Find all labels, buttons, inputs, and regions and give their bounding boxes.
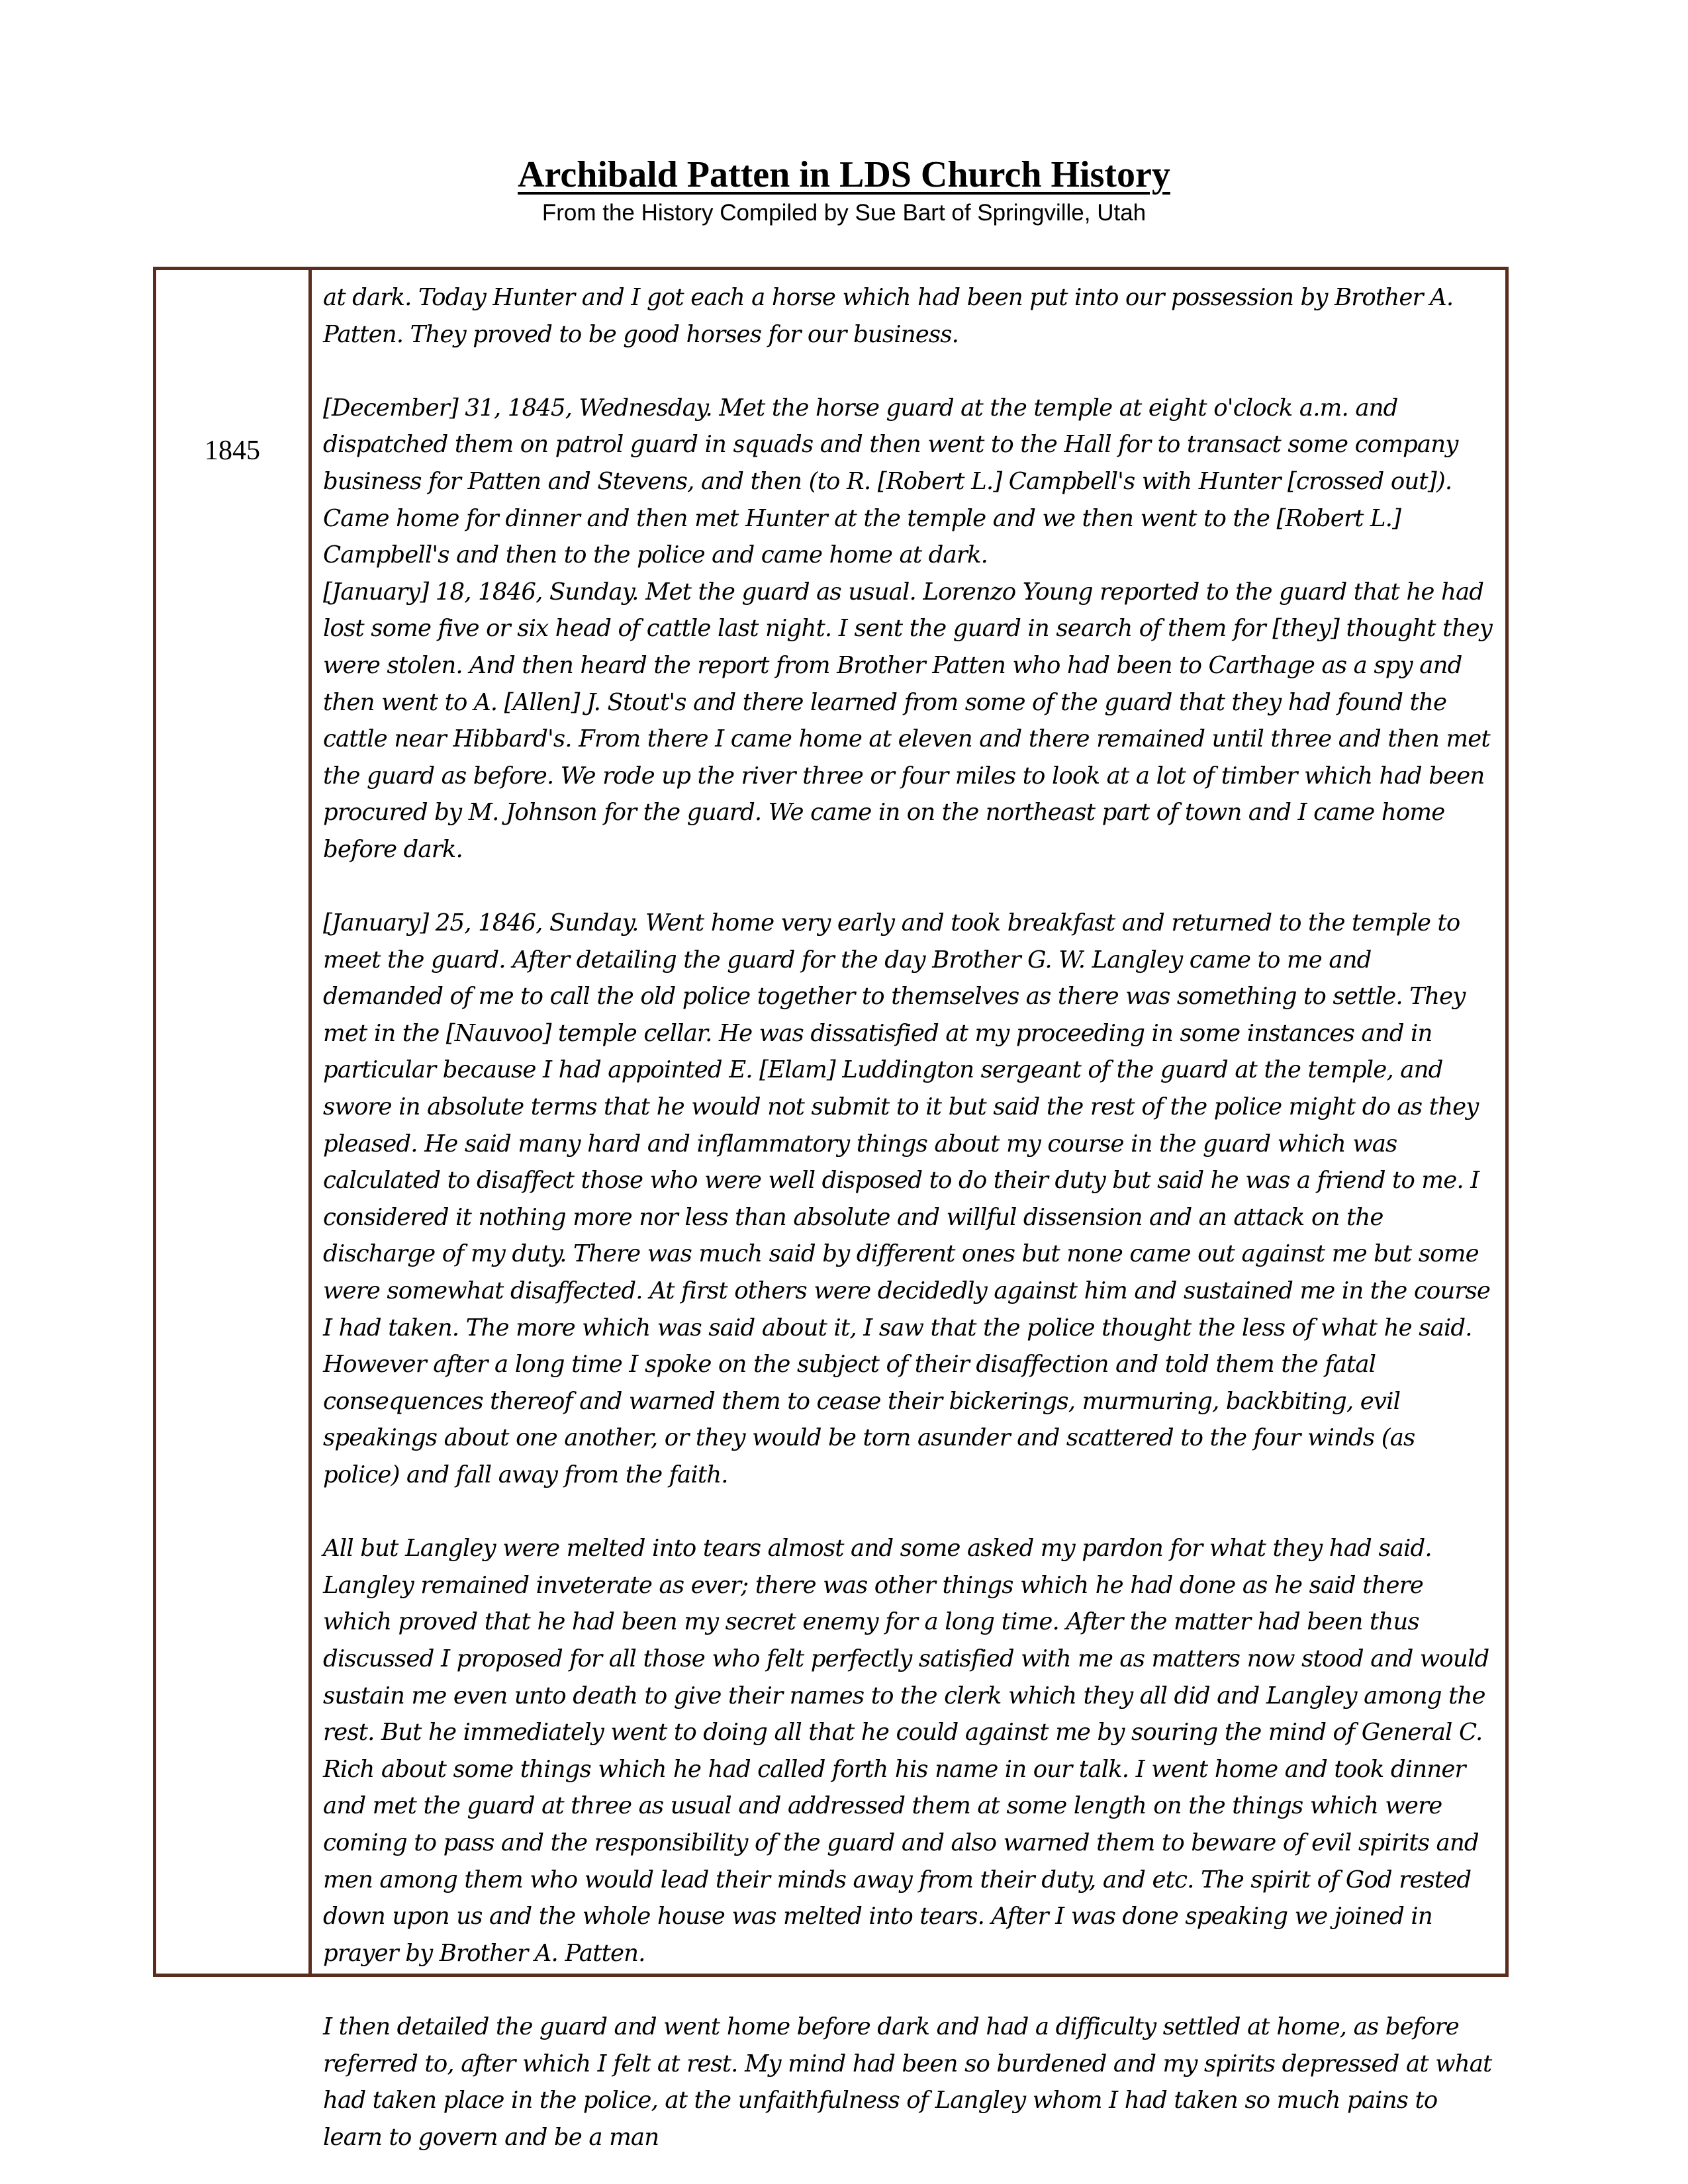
journal-paragraph: [January] 25, 1846, Sunday. Went home very early and took breakfast and returned to the temple to meet the guard. After detailing the guard for the day Brother G. W. Langley came to me and demanded of me to call the old police together to themselves as there was something to settle. They met in the [Nauvoo] temple cellar. He was dissatisfied at my proceeding in some instances and in particular because I had appointed E. [Elam] Luddington sergeant of the guard at the temple, and swore in absolute terms that he would not submit to it but said the rest of the police might do as they pleased. He said many hard and inflammatory things about my course in the guard which was calculated to disaffect those who were well disposed to do their duty but said he was a friend to me. I considered it nothing more nor less than absolute and willful dissension and an attack on the discharge of my duty. There was much said by different ones but none came out against me but some were somewhat disaffected. At first others were decidedly against him and sustained me in the course I had taken. The more which was said about it, I saw that the police thought the less of what he said. However after a long time I spoke on the subject of their disaffection and told them the fatal consequences thereof and warned them to cease their bickerings, murmuring, backbiting, evil speakings about one another, or they would be torn asunder and scattered to the four winds (as police) and fall away from the faith. — [323, 909, 1491, 1488]
journal-paragraph: I then detailed the guard and went home before dark and had a difficulty settled at home, as before referred to, after which I felt at rest. My mind had been so burdened and my spirits depressed at what had taken place in the police, at the unfaithfulness of Langley whom I had taken so much pains to learn to govern and be a man — [323, 2013, 1492, 2151]
history-table — [153, 267, 1509, 2151]
year-column — [156, 270, 312, 1974]
page-header — [0, 154, 1688, 228]
page-title: Archibald Patten in LDS Church History — [518, 154, 1170, 195]
journal-text-column — [315, 270, 1505, 2151]
journal-paragraph: [January] 18, 1846, Sunday. Met the guard as usual. Lorenzo Young reported to the guard that he had lost some five or six head of cattle last night. I sent the guard in search of them for [they] thought they were stolen. And then heard the report from Brother Patten who had been to Carthage as a spy and then went to A. [Allen] J. Stout's and there learned from some of the guard that they had found the cattle near Hibbard's. From there I came home at eleven and there remained until three and then met the guard as before. We rode up the river three or four miles to look at a lot of timber which had been procured by M. Johnson for the guard. We came in on the northeast part of town and I came home before dark. — [323, 578, 1492, 863]
page-subtitle: From the History Compiled by Sue Bart of Springville, Utah — [541, 200, 1147, 226]
journal-paragraph: at dark. Today Hunter and I got each a horse which had been put into our possession by Brother A. Patten. They proved to be good horses for our business. — [323, 284, 1454, 348]
journal-paragraph: All but Langley were melted into tears almost and some asked my pardon for what they had said. Langley remained inveterate as ever; there was other things which he had done as he said there which proved that he had been my secret enemy for a long time. After the matter had been thus discussed I proposed for all those who felt perfectly satisfied with me as matters now stood and would sustain me even unto death to give their names to the clerk which they all did and Langley among the rest. But he immediately went to doing all that he could against me by souring the mind of General C. Rich about some things which he had called forth his name in our talk. I went home and took dinner and met the guard at three as usual and addressed them at some length on the things which were coming to pass and the responsibility of the guard and also warned them to beware of evil spirits and men among them who would lead their minds away from their duty, and etc. The spirit of God rested down upon us and the whole house was melted into tears. After I was done speaking we joined in prayer by Brother A. Patten. — [323, 1535, 1489, 1967]
journal-paragraph: [December] 31, 1845, Wednesday. Met the horse guard at the temple at eight o'clock a.m. and dispatched them on patrol guard in squads and then went to the Hall for to transact some company business for Patten and Stevens, and then (to R. [Robert L.] Campbell's with Hunter [crossed out]). Came home for dinner and then met Hunter at the temple and we then went to the [Robert L.] Campbell's and then to the police and came home at dark. — [323, 394, 1458, 569]
year-label: 1845 — [205, 435, 260, 466]
